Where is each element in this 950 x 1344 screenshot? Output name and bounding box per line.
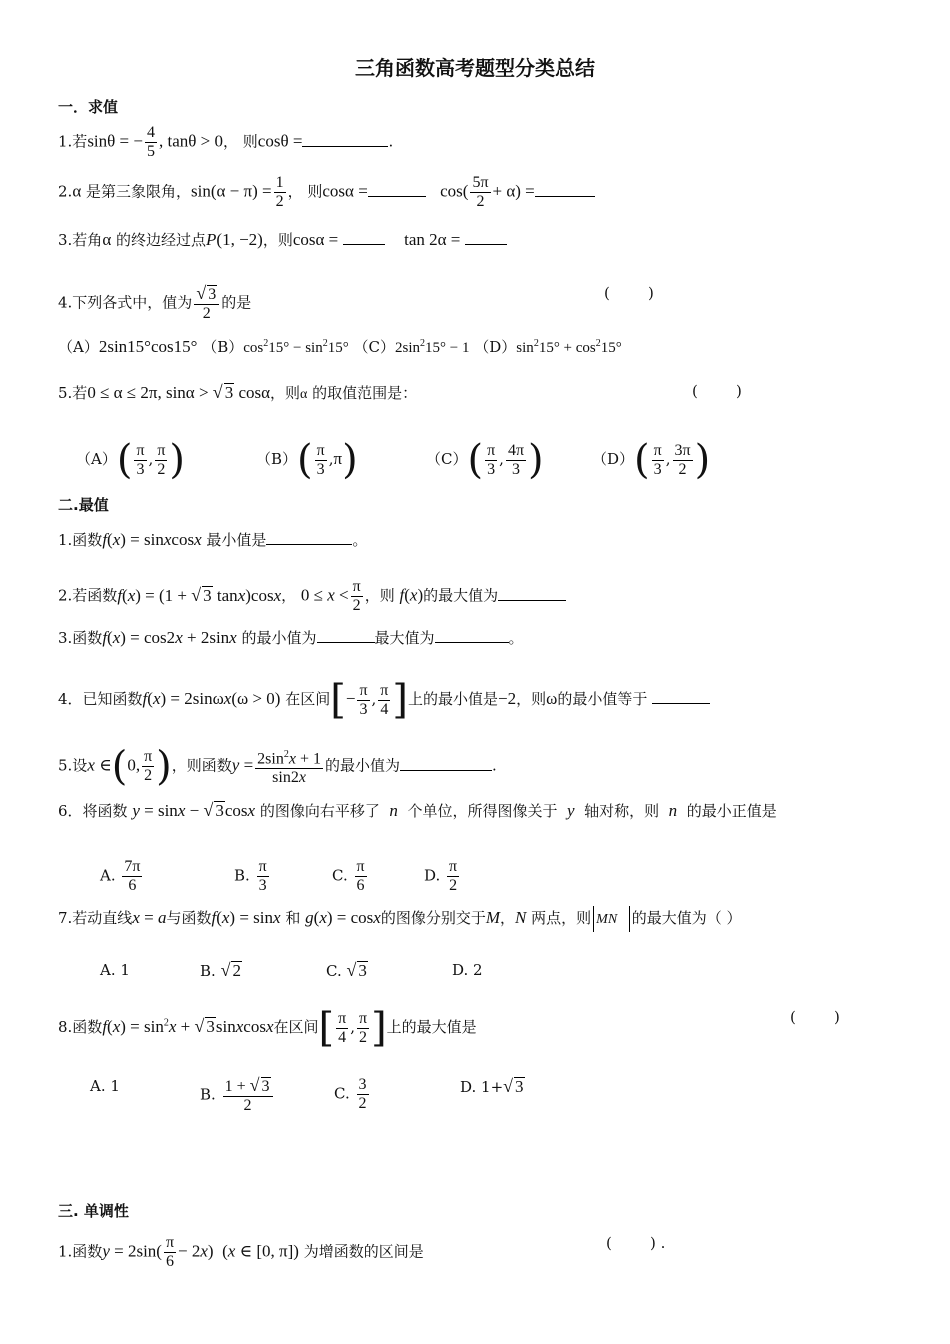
option-d[interactable]: D. 2 [452, 961, 483, 979]
question-text: 则 [307, 182, 323, 201]
question-text: 的终边经过点 [111, 231, 207, 249]
question-text: 则 [242, 132, 258, 151]
option-d[interactable]: D. $\frac{\pi}{2}$ [424, 858, 458, 894]
question-1-5: 5.若0 ≤ α ≤ 2π, sinα > √ 3 cosα，则α 的取值范围是： [58, 382, 418, 402]
option-b[interactable]: B. $\frac{\pi}{3}$ [234, 858, 267, 894]
question-1-1: 1.若sinθ = − $\frac{4}{5}$ , tanθ > 0， 则cosθ = . [58, 124, 394, 160]
question-2-7: 7.若动直线x = a与函数f(x) = sinx 和 g(x) = cosx的图像分别交于M，N 两点，则 MN 的最大值为（ ） [58, 906, 742, 932]
answer-blank[interactable] [535, 182, 595, 197]
answer-parentheses[interactable]: ( ) [604, 284, 654, 302]
question-text: 3.若角 [58, 231, 103, 249]
page-title: 三角函数高考题型分类总结 [355, 56, 595, 80]
question-text: 是第三象限角， [81, 182, 192, 201]
answer-blank[interactable] [266, 530, 352, 545]
question-text: 2. [58, 182, 73, 201]
answer-blank[interactable] [400, 756, 492, 771]
option-a[interactable]: A. 1 [90, 1077, 120, 1095]
option-d[interactable]: （D）( $\frac{\pi}{3}$ , $\frac{3\pi}{2}$ ) [592, 437, 711, 483]
option-a[interactable]: A. 1 [100, 961, 130, 979]
option-b[interactable]: （B）( $\frac{\pi}{3}$ ,π) [256, 437, 358, 483]
section-heading-extrema: 二.最值 [58, 496, 109, 514]
question-text: 的是 [221, 293, 252, 312]
answer-blank[interactable] [435, 628, 509, 643]
section-heading-monotonicity: 三. 单调性 [58, 1202, 129, 1220]
section-heading-values: 一．求值 [58, 98, 119, 116]
question-2-1: 1.函数f(x) = sinxcosx 最小值是 。 [58, 530, 368, 549]
option-c[interactable]: C. √ 3 [326, 960, 367, 980]
answer-parentheses[interactable]: ( ) [692, 382, 742, 400]
answer-blank[interactable] [368, 182, 426, 197]
question-text: ，则 [262, 231, 293, 249]
option-b[interactable]: B. $\frac{1 + √ 3}{2}$ [200, 1076, 275, 1115]
option-a-label[interactable]: （A） [58, 338, 99, 356]
question-1-4-options: （A）2sin15°cos15° $(B)\cos^215^\circ - \sin^215^\circ$ $(C)2\sin^215^\circ - 1$ $(D)\sin^215^\circ + \cos^215^\circ$ [58, 337, 622, 356]
option-c-label[interactable]: （C） [353, 338, 395, 356]
fraction: $\frac{4}{5}$ [146, 124, 155, 160]
question-2-8: 8.函数$f(x) = \sin^2x$ + √ 3sinxcosx在区间[ $\frac{\pi}{4}$ , $\frac{\pi}{2}$ ]上的最大值是 [58, 1005, 477, 1051]
option-a[interactable]: A. $\frac{7\pi}{6}$ [100, 858, 141, 894]
option-a[interactable]: （A）( $\frac{\pi}{3}$ , $\frac{\pi}{2}$ ) [76, 437, 185, 483]
option-c[interactable]: C. $\frac{3}{2}$ [334, 1076, 367, 1112]
answer-blank[interactable] [343, 230, 385, 245]
answer-parentheses[interactable]: ( ) . [606, 1234, 666, 1252]
option-d-label[interactable]: （D） [474, 338, 517, 356]
question-3-1: 1.函数y = 2sin( $\frac{\pi}{6}$ − 2x) (x ∈ [0, π]) 为增函数的区间是 [58, 1234, 424, 1270]
answer-blank[interactable] [498, 586, 566, 601]
question-2-2: 2.若函数f(x) = (1 + √ 3 tanx)cosx， 0 ≤ x < $\frac{\pi}{2}$ ，则 f(x)的最大值为 [58, 578, 566, 615]
option-c[interactable]: （C）( $\frac{\pi}{3}$ , $\frac{4\pi}{3}$ ) [426, 437, 544, 483]
question-2-6: 6．将函数 y = sinx − √ 3cosx 的图像向右平移了 n 个单位，所得图像关于 y 轴对称，则 n 的最小正值是 [58, 800, 777, 820]
question-1-4: 4.下列各式中，值为 $\frac{√ 3}{2}$ 的是 [58, 283, 252, 322]
question-2-4: 4．已知函数f(x) = 2sinωx(ω > 0) 在区间[− $\frac{\pi}{3}$ , $\frac{\pi}{4}$ ]上的最小值是−2，则ω的最小值等于 [58, 680, 710, 720]
answer-blank[interactable] [317, 628, 375, 643]
question-1-3: 3.若角α 的终边经过点P(1, −2)，则cosα = tan 2α = [58, 230, 507, 250]
answer-blank[interactable] [465, 230, 507, 245]
question-text: 的取值范围是： [307, 384, 418, 402]
option-c[interactable]: C. $\frac{\pi}{6}$ [332, 858, 365, 894]
question-text: 4.下列各式中，值为 [58, 293, 193, 312]
question-1-2: 2.α 是第三象限角，sin(α − π) = $\frac{1}{2}$ ， 则cosα = cos( $\frac{5\pi}{2}$ + α) = [58, 174, 595, 211]
question-text: ，则 [270, 384, 301, 402]
answer-blank[interactable] [652, 689, 710, 704]
option-d[interactable]: D. 1+√ 3 [460, 1076, 524, 1096]
question-text: 1.若 [58, 132, 88, 151]
question-2-5: 5.设x ∈(0, $\frac{\pi}{2}$ )，则函数y = $\frac{2\sin^2x + 1}{\sin 2x}$ 的最小值为 . [58, 743, 497, 790]
answer-parentheses[interactable]: ( ) [790, 1008, 840, 1026]
question-text: 5.若 [58, 384, 88, 402]
option-b[interactable]: B. √ 2 [200, 960, 241, 980]
option-b-label[interactable]: （B） [202, 338, 244, 356]
answer-blank[interactable] [302, 132, 388, 147]
question-2-3: 3.函数f(x) = cos2x + 2sinx 的最小值为 最大值为 。 [58, 628, 524, 647]
